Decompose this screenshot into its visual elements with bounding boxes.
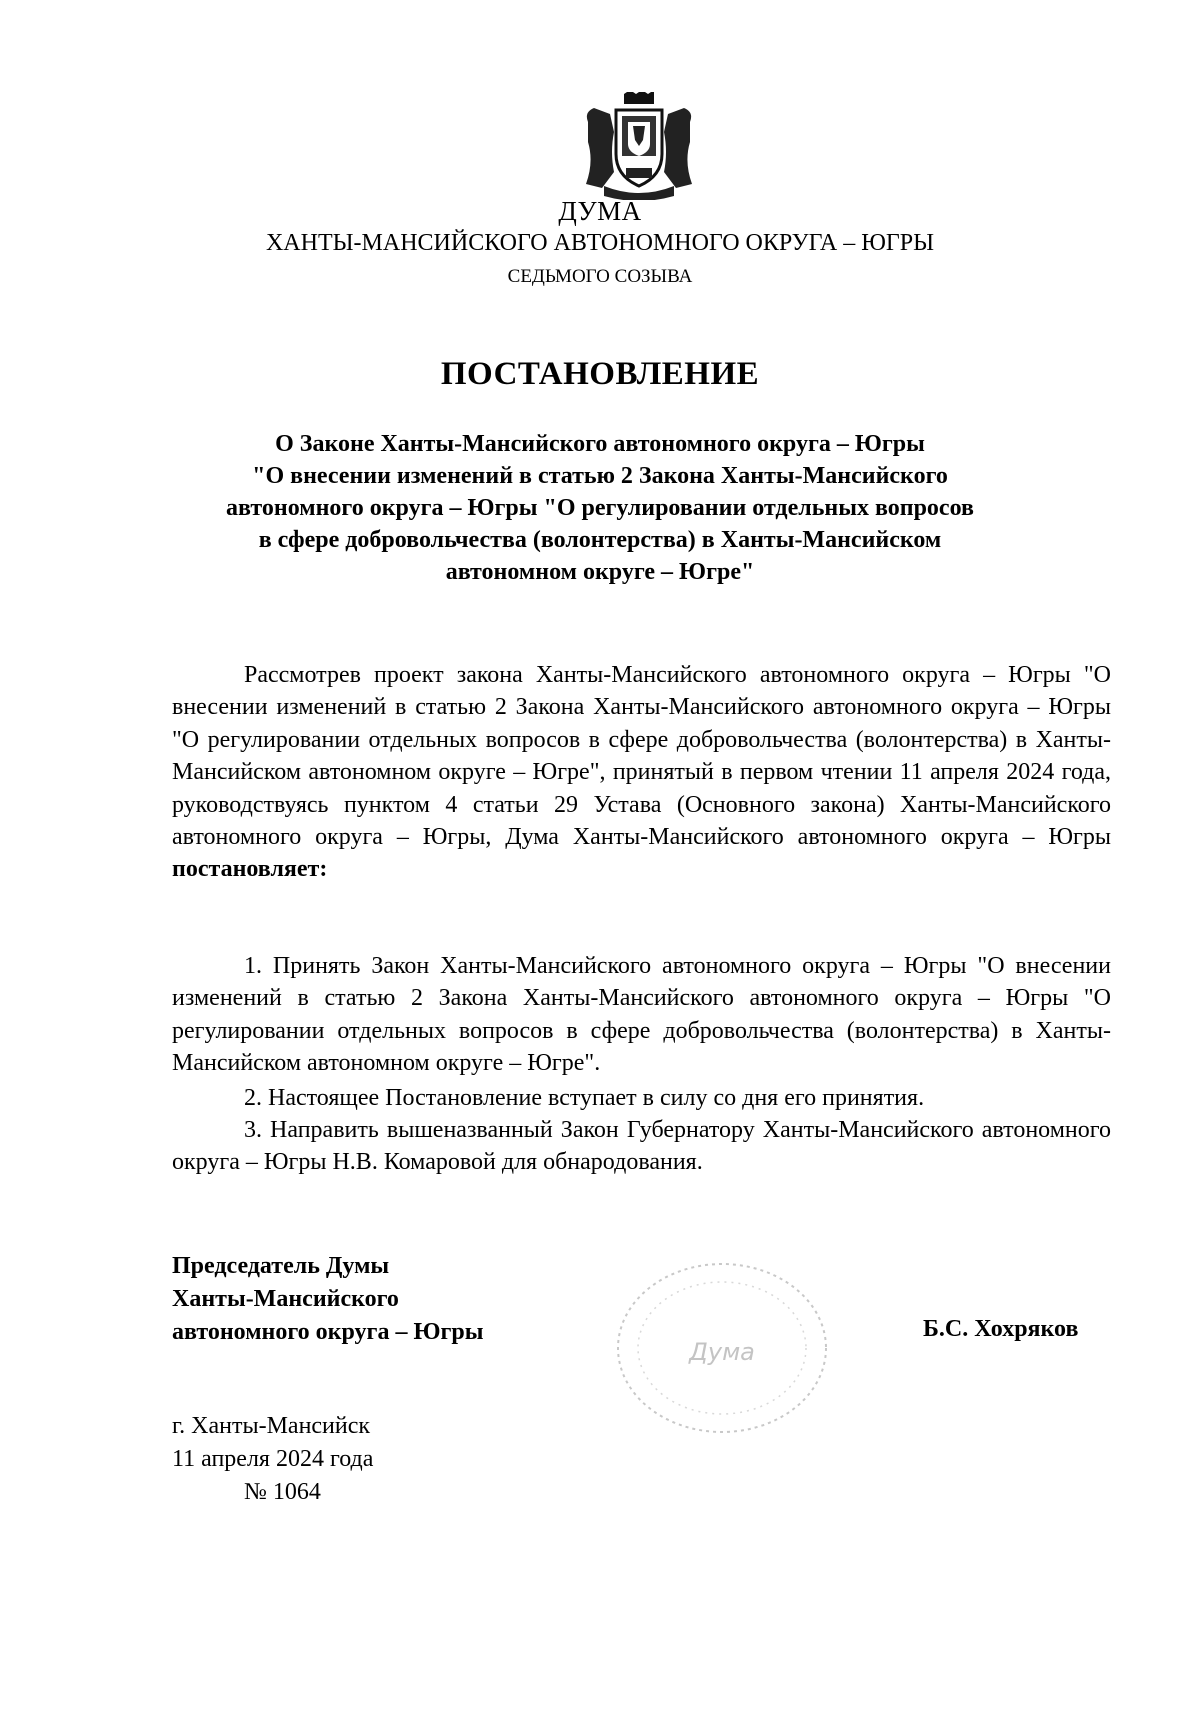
title-line: в сфере добровольчества (волонтерства) в Ханты-Мансийском bbox=[258, 527, 942, 553]
position-line: Председатель Думы bbox=[172, 1253, 390, 1279]
signatory-name: Б.С. Хохряков bbox=[923, 1316, 1079, 1342]
resolution-item: 2. Настоящее Постановление вступает в силу со дня его принятия. bbox=[244, 1085, 925, 1111]
date: 11 апреля 2024 года bbox=[172, 1446, 374, 1472]
position-line: Ханты-Мансийского bbox=[172, 1286, 399, 1312]
convocation: СЕДЬМОГО СОЗЫВА bbox=[507, 266, 693, 287]
coat-of-arms-icon bbox=[580, 92, 698, 200]
resolves-word: постановляет: bbox=[172, 856, 328, 883]
preamble-paragraph bbox=[172, 659, 1111, 886]
organization-name: ДУМА bbox=[558, 196, 642, 226]
seal-text: Дума bbox=[689, 1338, 755, 1366]
title-line: О Законе Ханты-Мансийского автономного округа – Югры bbox=[275, 431, 925, 457]
title-line: "О внесении изменений в статью 2 Закона Ханты-Мансийского bbox=[252, 463, 948, 489]
document-title bbox=[150, 428, 1050, 588]
preamble-text: Рассмотрев проект закона Ханты-Мансийского автономного округа – Югры "О внесении изменений в статью 2 Закона Ханты-Мансийского автономного округа – Югры "О регулировании отдельных вопросов в сфере добровольчества (волонтерства) в Ханты-Мансийском автономном округе – Югре", принятый в первом чтении 11 апреля 2024 года, руководствуясь пунктом 4 статьи 29 Устава (Основного закона) Ханты-Мансийского автономного округа – Югры, Дума Ханты-Мансийского автономного округа – Югры bbox=[172, 662, 1111, 851]
city: г. Ханты-Мансийск bbox=[172, 1413, 371, 1439]
resolution-item: 1. Принять Закон Ханты-Мансийского автономного округа – Югры "О внесении изменений в статью 2 Закона Ханты-Мансийского автономного округа – Югры "О регулировании отдельных вопросов в сфере добровольчества (волонтерства) в Ханты-Мансийском автономном округе – Югре". bbox=[172, 953, 1111, 1077]
title-line: автономном округе – Югре" bbox=[445, 559, 755, 585]
resolution-item: 3. Направить вышеназванный Закон Губернатору Ханты-Мансийского автономного округа – Югры Н.В. Комаровой для обнародования. bbox=[172, 1117, 1111, 1176]
title-line: автономного округа – Югры "О регулировании отдельных вопросов bbox=[226, 495, 974, 521]
official-seal bbox=[610, 1258, 835, 1438]
document-number: № 1064 bbox=[244, 1479, 321, 1505]
signatory-position bbox=[172, 1250, 483, 1349]
document-requisites bbox=[172, 1410, 373, 1509]
position-line: автономного округа – Югры bbox=[172, 1319, 484, 1345]
document-type: ПОСТАНОВЛЕНИЕ bbox=[440, 356, 760, 392]
organization-full-name: ХАНТЫ-МАНСИЙСКОГО АВТОНОМНОГО ОКРУГА – ЮГРЫ bbox=[265, 230, 935, 256]
